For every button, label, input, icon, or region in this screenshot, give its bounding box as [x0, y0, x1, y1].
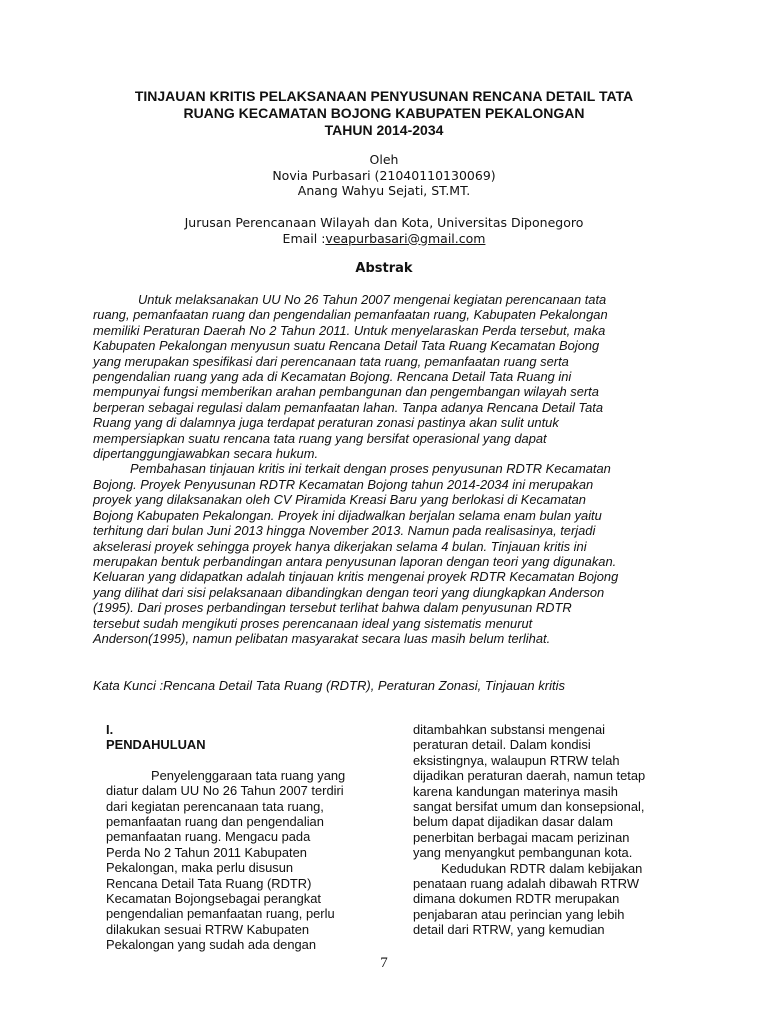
body-line: dari kegiatan perencanaan tata ruang, — [106, 798, 324, 814]
section-title: PENDAHULUAN — [106, 737, 206, 753]
right-column — [413, 722, 678, 938]
abstract-line: Keluaran yang didapatkan adalah tinjauan kritis mengenai proyek RDTR Kecamatan Bojong — [93, 569, 619, 585]
abstract-line: Bojong. Proyek Penyusunan RDTR Kecamatan Bojong tahun 2014-2034 ini merupakan — [93, 476, 594, 492]
section-number: I. — [106, 722, 114, 737]
abstract-line: mempersiapkan suatu rencana tata ruang yang bersifat operasional yang dapat — [93, 430, 547, 446]
abstract-line: Untuk melaksanakan UU No 26 Tahun 2007 mengenai kegiatan perencanaan tata — [138, 292, 607, 307]
email-line — [60, 231, 708, 247]
body-line: eksistingnya, walaupun RTRW telah — [413, 752, 620, 768]
author-name: Novia Purbasari (21040110130069) — [272, 167, 496, 183]
abstract-line: pengendalian ruang yang ada di Kecamatan Bojong. Rencana Detail Tata Ruang ini — [93, 369, 572, 385]
body-line: penjabaran atau perincian yang lebih — [413, 906, 625, 922]
body-line: Perda No 2 Tahun 2011 Kabupaten — [106, 844, 307, 860]
abstract-line: tersebut sudah mengikuti proses perencanaan ideal yang sistematis menurut — [93, 615, 533, 631]
abstract-line: terhitung dari bulan Juni 2013 hingga November 2013. Namun pada realisasinya, terjadi — [93, 523, 596, 539]
abstract-line: Pembahasan tinjauan kritis ini terkait dengan proses penyusunan RDTR Kecamatan — [130, 461, 611, 477]
body-line: Rencana Detail Tata Ruang (RDTR) — [106, 875, 312, 891]
body-line: diatur dalam UU No 26 Tahun 2007 terdiri — [106, 783, 344, 799]
abstract-line: yang merupakan spesifikasi dari perencanaan tata ruang, pemanfaatan ruang serta — [93, 353, 569, 369]
body-line: Kedudukan RDTR dalam kebijakan — [441, 860, 643, 876]
abstract-line: ruang, pemanfaatan ruang dan pengendalian pemanfaatan ruang, Kabupaten Pekalongan — [93, 307, 608, 323]
body-line: dimana dokumen RDTR merupakan — [413, 891, 620, 907]
body-line: penerbitan berbagai macam perizinan — [413, 829, 630, 845]
body-line: dijadikan peraturan daerah, namun tetap — [413, 768, 646, 784]
body-line: peraturan detail. Dalam kondisi — [413, 737, 591, 753]
abstract-line: mempunyai fungsi memberikan arahan pembangunan dan pengembangan wilayah serta — [93, 384, 599, 400]
abstract-line: yang dilihat dari sisi pelaksanaan dibandingkan dengan teori yang diungkapkan Anderson — [93, 584, 605, 600]
body-line: pengendalian pemanfaatan ruang, perlu — [106, 906, 335, 922]
abstract-line: memiliki Peraturan Daerah No 2 Tahun 2011. Untuk menyelaraskan Perda tersebut, maka — [93, 322, 606, 338]
body-line: Pekalongan yang sudah ada dengan — [106, 937, 317, 953]
affiliation: Jurusan Perencanaan Wilayah dan Kota, Universitas Diponegoro — [184, 215, 584, 230]
body-line: Penyelenggaraan tata ruang yang — [151, 767, 346, 783]
abstract-line: Anderson(1995), namun pelibatan masyarakat secara luas masih belum terlihat. — [93, 630, 551, 646]
body-line: sangat bersifat umum dan konsepsional, — [413, 799, 645, 815]
byline: Oleh — [369, 152, 399, 167]
body-line: penataan ruang adalah dibawah RTRW — [413, 876, 639, 892]
page-number: 7 — [380, 955, 388, 971]
abstract-line: (1995). Dari proses perbandingan tersebut terlihat bahwa dalam penyusunan RDTR — [93, 600, 572, 616]
abstract-line: dipertanggungjawabkan secara hukum. — [93, 446, 319, 462]
body-line: belum dapat dijadikan dasar dalam — [413, 814, 613, 830]
author-name: Anang Wahyu Sejati, ST.MT. — [297, 183, 471, 198]
body-line: ditambahkan substansi mengenai — [413, 722, 606, 737]
abstract-line: merupakan bentuk perbandingan antara penyusunan laporan dengan teori yang digunakan. — [93, 553, 617, 569]
paper-title — [60, 88, 708, 139]
abstract-line: berperan sebagai regulasi dalam pemanfaatan lahan. Tanpa adanya Rencana Detail Tata — [93, 399, 604, 415]
body-line: Kecamatan Bojongsebagai perangkat — [106, 891, 321, 907]
abstract-line: Bojong Kabupaten Pekalongan. Proyek ini dijadwalkan berjalan selama enam bulan yaitu — [93, 507, 602, 523]
body-line: pemanfaatan ruang dan pengendalian — [106, 814, 324, 830]
abstract-line: Kabupaten Pekalongan menyusun suatu Rencana Detail Tata Ruang Kecamatan Bojong — [93, 338, 600, 354]
body-line: detail dari RTRW, yang kemudian — [413, 922, 605, 938]
title-line: TINJAUAN KRITIS PELAKSANAAN PENYUSUNAN RENCANA DETAIL TATA — [134, 88, 634, 104]
email-label: Email : — [282, 230, 326, 246]
keywords: Kata Kunci :Rencana Detail Tata Ruang (RDTR), Peraturan Zonasi, Tinjauan kritis — [93, 678, 565, 693]
body-line: pemanfaatan ruang. Mengacu pada — [106, 829, 311, 845]
body-line: Pekalongan, maka perlu disusun — [106, 860, 294, 876]
email-link[interactable]: veapurbasari@gmail.com — [325, 230, 486, 246]
affiliation-block — [60, 215, 708, 246]
section-heading — [106, 722, 371, 753]
title-line: TAHUN 2014-2034 — [324, 122, 444, 138]
body-line: yang menyangkut pembangunan kota. — [413, 845, 633, 861]
abstract-heading: Abstrak — [355, 261, 413, 276]
author-block — [60, 152, 708, 199]
body-line: karena kandungan materinya masih — [413, 783, 618, 799]
abstract-body — [93, 292, 693, 646]
title-line: RUANG KECAMATAN BOJONG KABUPATEN PEKALONGAN — [183, 105, 585, 121]
abstract-line: proyek yang dilaksanakan oleh CV Piramida Kreasi Baru yang berlokasi di Kecamatan — [93, 492, 586, 508]
abstract-line: akselerasi proyek sehingga proyek hanya dikerjakan selama 4 bulan. Tinjauan kritis ini — [93, 538, 587, 554]
body-line: dilakukan sesuai RTRW Kabupaten — [106, 921, 310, 937]
left-column — [106, 722, 371, 953]
abstract-line: Ruang yang di dalamnya juga terdapat peraturan zonasi pastinya akan sulit untuk — [93, 415, 559, 431]
